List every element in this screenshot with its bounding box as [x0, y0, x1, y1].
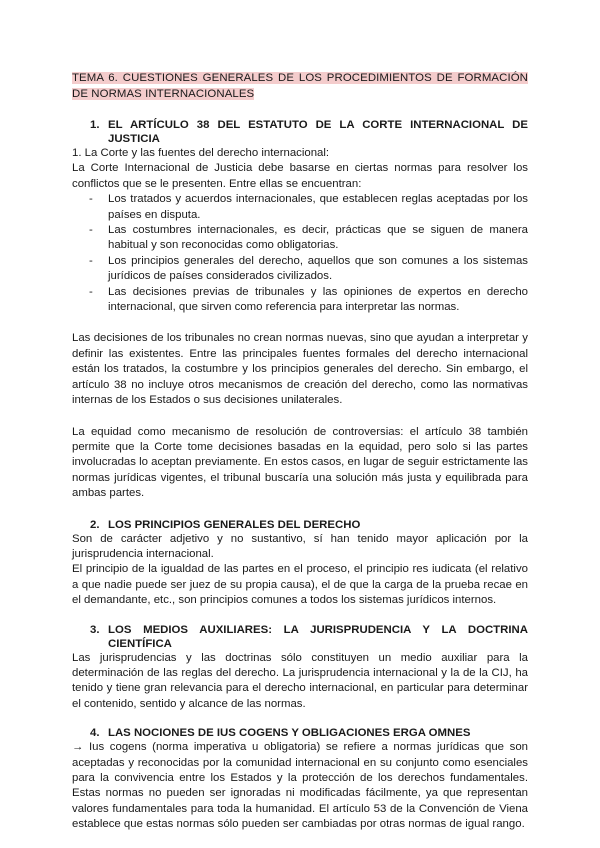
list-item: - Los principios generales del derecho, aquellos que son comunes a los sistemas jurídicos de países considerados civilizados. — [72, 254, 528, 285]
list-item: - Las decisiones previas de tribunales y las opiniones de expertos en derecho internacional, que sirven como referencia para interpretar las normas. — [72, 285, 528, 316]
section-title: LOS PRINCIPIOS GENERALES DEL DERECHO — [108, 518, 361, 531]
section-number: 1. — [90, 119, 100, 131]
section-1-heading — [72, 118, 528, 146]
sources-list — [72, 192, 528, 315]
section-3-heading — [72, 623, 528, 651]
topic-title-block — [72, 70, 528, 102]
document-page — [72, 70, 528, 833]
section-1-intro-line: 1. La Corte y las fuentes del derecho internacional: — [72, 147, 330, 159]
list-item: - Los tratados y acuerdos internacionales, que establecen reglas aceptadas por los países en disputa. — [72, 192, 528, 223]
section-title: EL ARTÍCULO 38 DEL ESTATUTO DE LA CORTE INTERNACIONAL DE JUSTICIA — [108, 119, 528, 145]
section-2-paragraph-1: Son de carácter adjetivo y no sustantivo, sí han tenido mayor aplicación por la jurisprudencia internacional. — [72, 532, 528, 560]
section-number: 4. — [90, 727, 100, 740]
section-3-paragraph-1: Las jurisprudencias y las doctrinas sólo constituyen un medio auxiliar para la determinación de las reglas del derecho. La jurisprudencia internacional y la de la CIJ, ha tenido y tiene gran relevancia para el derecho internacional, en particular para determinar el contenido, sentido y alcance de las normas. — [72, 651, 528, 710]
section-1-intro-paragraph: La Corte Internacional de Justicia debe basarse en ciertas normas para resolver los conflictos que se le presenten. Entre ellas se encuentran: — [72, 162, 528, 190]
section-number: 2. — [90, 518, 100, 531]
section-1-paragraph-3: La equidad como mecanismo de resolución de controversias: el artículo 38 también permite que la Corte tome decisiones basadas en la equidad, pero solo si las partes involucradas lo aceptan previamente. En estos casos, en lugar de seguir estrictamente las normas jurídicas vigentes, el tribunal buscaría una solución más justa y equilibrada para ambas partes. — [72, 425, 528, 500]
section-4-paragraph-1: → Ius cogens (norma imperativa u obligatoria) se refiere a normas jurídicas que son aceptadas y reconocidas por la comunidad internacional en su conjunto como esenciales para la convivencia entre los Estados y la protección de los derechos fundamentales. Estas normas no pueden ser ignoradas ni modificadas fácilmente, ya que representan valores fundamentales para toda la humanidad. El artículo 53 de la Convención de Viena establece que estas normas sólo pueden ser cambiadas por otras normas de igual rango. — [72, 741, 528, 831]
section-title: LAS NOCIONES DE IUS COGENS Y OBLIGACIONES ERGA OMNES — [108, 727, 471, 740]
list-item: - Las costumbres internacionales, es decir, prácticas que se siguen de manera habitual y son reconocidas como obligatorias. — [72, 223, 528, 254]
section-title: LOS MEDIOS AUXILIARES: LA JURISPRUDENCIA Y LA DOCTRINA CIENTÍFICA — [108, 623, 528, 650]
section-2-paragraph-2: El principio de la igualdad de las partes en el proceso, el principio res iudicata (el relativo a que nadie puede ser juez de su propia causa), el de que la carga de la prueba recae en el demandante, etc., son principios comunes a todos los sistemas jurídicos internos. — [72, 563, 528, 607]
section-number: 3. — [90, 623, 100, 636]
topic-title: TEMA 6. CUESTIONES GENERALES DE LOS PROCEDIMIENTOS DE FORMACIÓN DE NORMAS INTERNACIONALES — [72, 72, 528, 100]
section-2-heading — [72, 518, 528, 532]
section-4-heading — [72, 726, 528, 740]
section-1-paragraph-2: Las decisiones de los tribunales no crean normas nuevas, sino que ayudan a interpretar y definir las existentes. Entre las principales fuentes formales del derecho internacional están los tratados, la costumbre y los principios generales del derecho. Sin embargo, el artículo 38 no incluye otros mecanismos de creación del derecho, como las normativas internas de los Estados o sus decisiones unilaterales. — [72, 332, 528, 407]
